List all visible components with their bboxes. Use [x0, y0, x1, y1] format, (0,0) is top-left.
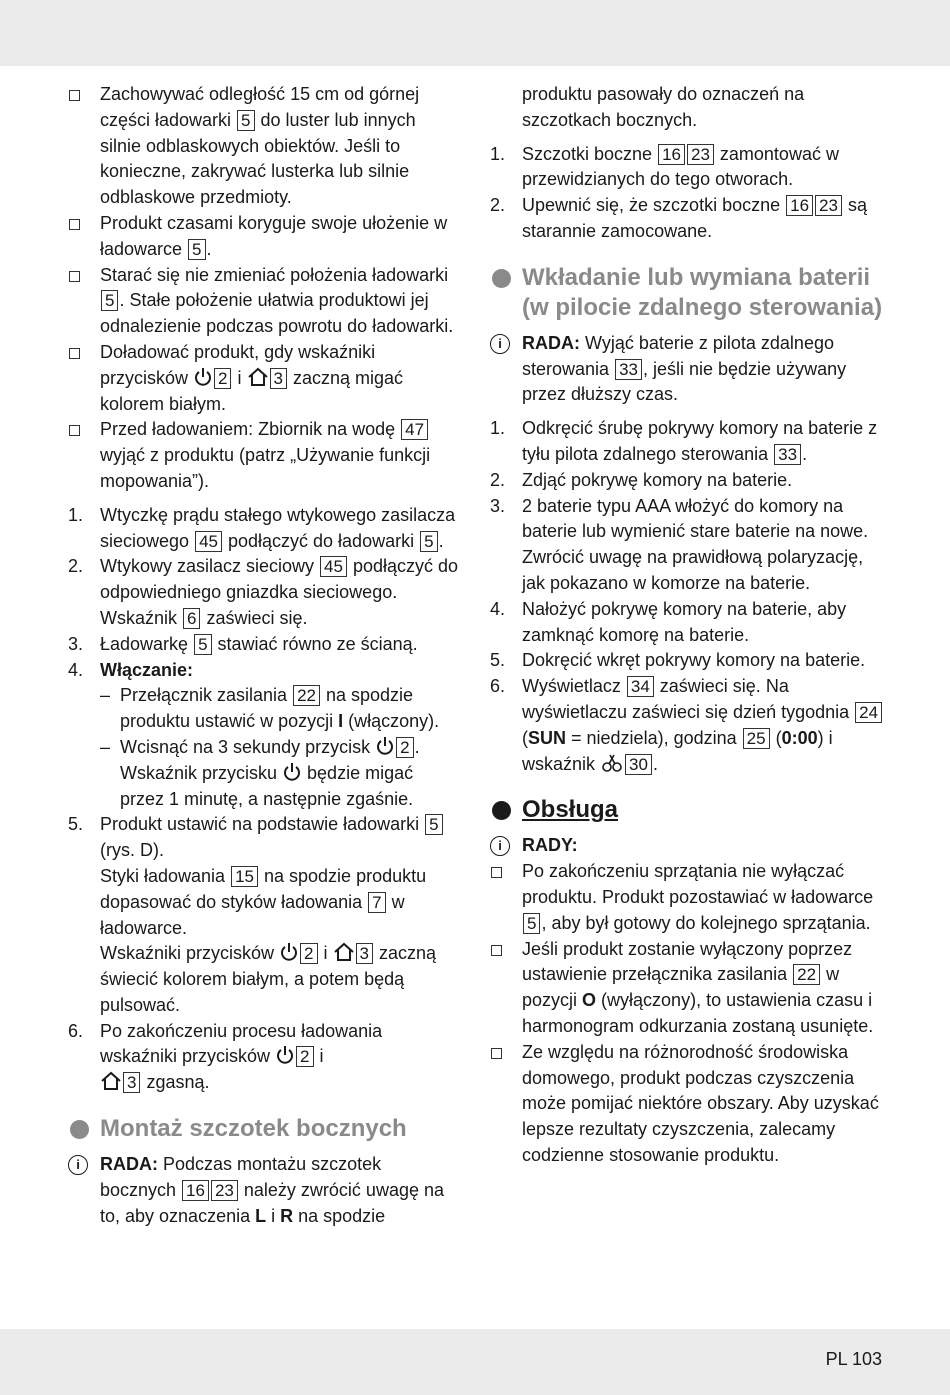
ref-number: 23	[815, 195, 842, 216]
page-number: PL 103	[825, 1349, 882, 1369]
ref-number: 5	[420, 531, 437, 552]
list-item: Produkt czasami koryguje swoje ułożenie w ładowarce 5 .	[68, 211, 460, 263]
step-item: 6. Wyświetlacz 34 zaświeci się. Na wyświetlaczu zaświeci się dzień tygodnia 24 (SUN = niedziela), godzina 25 (0:00) i wskaźnik 30 .	[490, 674, 890, 777]
checkbox-bullet	[491, 945, 502, 956]
step-number: 4.	[68, 659, 84, 680]
ref-number: 33	[615, 359, 642, 380]
power-icon	[193, 367, 213, 387]
checkbox-bullet	[491, 867, 502, 878]
section-heading: Wkładanie lub wymiana baterii (w pilocie zdalnego sterowania)	[490, 263, 890, 323]
ref-number: 30	[625, 754, 652, 775]
ref-number: 47	[401, 419, 428, 440]
list-item: Starać się nie zmieniać położenia ładowarki 5 . Stałe położenie ułatwia produktowi jej odnalezienie podczas powrotu do ładowarki.	[68, 263, 460, 340]
power-icon	[279, 942, 299, 962]
section-heading: Obsługa	[490, 795, 890, 825]
ref-number: 22	[793, 964, 820, 985]
step-item: 4. Nałożyć pokrywę komory na baterie, aby zamknąć komorę na baterie.	[490, 598, 847, 645]
list-item: Po zakończeniu sprzątania nie wyłączać produktu. Produkt pozostawiać w ładowarce 5 , aby był gotowy do kolejnego sprzątania.	[490, 859, 890, 936]
ref-number: 3	[356, 943, 373, 964]
home-icon	[333, 942, 355, 962]
ref-number: 16	[658, 144, 685, 165]
checkbox-bullet	[69, 90, 80, 101]
list-item: Jeśli produkt zostanie wyłączony poprzez ustawienie przełącznika zasilania 22 w pozycji O (wyłączony), to ustawienia czasu i harmonogram odkurzania zostaną usunięte.	[490, 937, 890, 1040]
home-icon	[100, 1071, 122, 1091]
ref-number: 16	[182, 1180, 209, 1201]
list-item: Doładować produkt, gdy wskaźniki przycisków 2 i 3 zaczną migać kolorem białym.	[68, 340, 460, 417]
mop-icon	[600, 753, 624, 773]
sub-item: – Wcisnąć na 3 sekundy przycisk 2 . Wskaźnik przycisku będzie migać przez 1 minutę, a następnie zgaśnie.	[100, 736, 420, 809]
tip-note: i RADY:	[490, 833, 890, 859]
ref-number: 3	[270, 368, 287, 389]
step-number: 1.	[68, 504, 84, 525]
section-heading: Montaż szczotek bocznych	[68, 1114, 460, 1144]
info-icon: i	[490, 334, 510, 354]
checkbox-bullet	[69, 348, 80, 359]
checkbox-bullet	[69, 219, 80, 230]
list-item: Ze względu na różnorodność środowiska domowego, produkt podczas czyszczenia może pomijać niektóre obszary. Aby uzyskać lepsze rezultaty czyszczenia, zalecamy codzienne stosowanie produktu.	[490, 1040, 890, 1169]
checkbox-bullet	[69, 271, 80, 282]
ref-number: 23	[211, 1180, 238, 1201]
step-item: 1. Wtyczkę prądu stałego wtykowego zasilacza sieciowego 45 podłączyć do ładowarki 5 .	[68, 504, 456, 551]
step-item: 2. Upewnić się, że szczotki boczne 16 23 są starannie zamocowane.	[490, 195, 867, 241]
left-column	[68, 82, 460, 1229]
home-icon	[247, 367, 269, 387]
step-number: 6.	[68, 1020, 84, 1041]
info-icon: i	[68, 1155, 88, 1175]
header-bar	[0, 0, 950, 66]
checkbox-bullet	[491, 1048, 502, 1059]
step-item: 6. Po zakończeniu procesu ładowania wskaźniki przycisków 2 i 3 zgasną.	[68, 1020, 383, 1093]
step-number: 5.	[490, 650, 506, 671]
ref-number: 34	[627, 676, 654, 697]
tip-note: i RADA: Podczas montażu szczotek bocznych 16 23 należy zwrócić uwagę na to, aby oznaczenia L i R na spodzie	[68, 1152, 460, 1229]
ref-number: 5	[101, 290, 118, 311]
continued-text: produktu pasowały do oznaczeń na szczotkach bocznych.	[522, 84, 805, 130]
ref-number: 45	[320, 556, 347, 577]
ref-number: 3	[123, 1072, 140, 1093]
ref-number: 5	[523, 913, 540, 934]
step-item: 1. Szczotki boczne 16 23 zamontować w przewidzianych do tego otworach.	[490, 143, 839, 190]
ref-number: 2	[396, 737, 413, 758]
step-number: 3.	[68, 633, 84, 654]
ref-number: 5	[194, 634, 211, 655]
right-column	[490, 82, 890, 1169]
dash-bullet: –	[100, 736, 111, 757]
tip-note: i RADA: Wyjąć baterie z pilota zdalnego sterowania 33 , jeśli nie będzie używany przez dłuższy czas.	[490, 331, 890, 408]
checkbox-bullet	[69, 425, 80, 436]
ref-number: 15	[231, 866, 258, 887]
power-icon	[375, 736, 395, 756]
step-item: 3. 2 baterie typu AAA włożyć do komory na baterie lub wymienić stare baterie na nowe. Zwrócić uwagę na prawidłową polaryzację, jak pokazano w komorze na baterie.	[490, 495, 869, 593]
power-icon	[275, 1045, 295, 1065]
info-icon: i	[490, 836, 510, 856]
step-number: 1.	[490, 418, 506, 439]
dash-bullet: –	[100, 685, 111, 706]
ref-number: 22	[293, 685, 320, 706]
list-item: Zachowywać odległość 15 cm od górnej części ładowarki 5 do luster lub innych silnie odblaskowych obiektów. Jeśli to konieczne, zakrywać lusterka lub silnie odblaskowe przedmioty.	[68, 82, 460, 211]
step-item	[68, 658, 460, 813]
step-number: 6.	[490, 676, 506, 697]
ref-number: 6	[183, 608, 200, 629]
step-number: 4.	[490, 598, 506, 619]
step-item: 5. Dokręcić wkręt pokrywy komory na baterie.	[490, 648, 890, 674]
ref-number: 33	[774, 444, 801, 465]
step-number: 1.	[490, 143, 506, 164]
ref-number: 5	[188, 239, 205, 260]
step-item: 2. Wtykowy zasilacz sieciowy 45 podłączyć do odpowiedniego gniazdka sieciowego. Wskaźnik 6 zaświeci się.	[68, 556, 459, 628]
step-item: 1. Odkręcić śrubę pokrywy komory na baterie z tyłu pilota zdalnego sterowania 33 .	[490, 418, 878, 464]
ref-number: 24	[855, 702, 882, 723]
ref-number: 25	[743, 728, 770, 749]
step-number: 2.	[68, 556, 84, 577]
sub-item: – Przełącznik zasilania 22 na spodzie produktu ustawić w pozycji I (włączony).	[100, 685, 440, 732]
ref-number: 23	[687, 144, 714, 165]
step-number: 2.	[490, 195, 506, 216]
step-item: 5. Produkt ustawić na podstawie ładowarki 5 (rys. D). Styki ładowania 15 na spodzie produktu dopasować do styków ładowania 7 w ładowarce. Wskaźniki przycisków 2 i 3 zaczną świecić kolorem białym, a potem będą pulsować.	[68, 812, 460, 1018]
power-icon	[282, 762, 302, 782]
ref-number: 2	[296, 1046, 313, 1067]
ref-number: 45	[195, 531, 222, 552]
step-item: 2. Zdjąć pokrywę komory na baterie.	[490, 468, 890, 494]
list-item: Przed ładowaniem: Zbiornik na wodę 47 wyjąć z produktu (patrz „Używanie funkcji mopowania”).	[68, 417, 460, 494]
ref-number: 2	[300, 943, 317, 964]
ref-number: 2	[214, 368, 231, 389]
ref-number: 5	[425, 814, 442, 835]
ref-number: 5	[237, 110, 254, 131]
step-title: Włączanie:	[100, 659, 194, 680]
step-number: 5.	[68, 814, 84, 835]
ref-number: 7	[368, 892, 385, 913]
step-number: 2.	[490, 469, 506, 490]
step-item: 3. Ładowarkę 5 stawiać równo ze ścianą.	[68, 632, 460, 658]
step-number: 3.	[490, 495, 506, 516]
ref-number: 16	[786, 195, 813, 216]
footer-bar	[0, 1329, 950, 1395]
